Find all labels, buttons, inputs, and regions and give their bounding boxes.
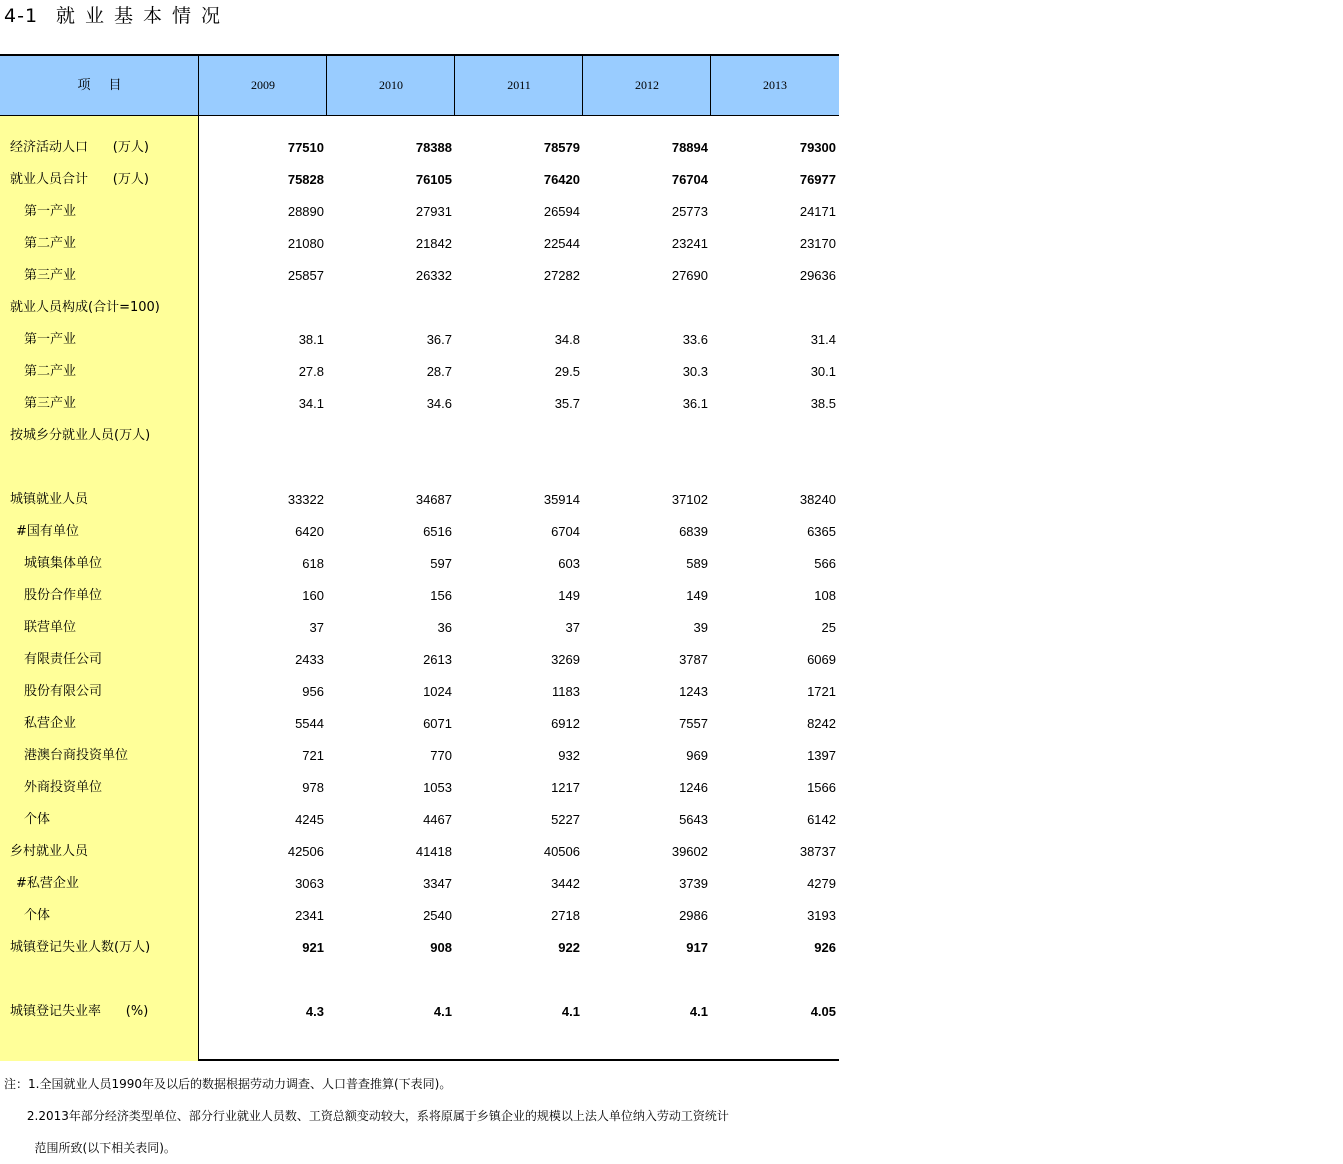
value-cell-2009: 25857 [287, 268, 324, 283]
footnote-2: 2.2013年部分经济类型单位、部分行业就业人员数、工资总额变动较大，系将原属于乡镇企业的规模以上法人单位纳入劳动工资统计 [4, 1109, 729, 1123]
row-label: 乡村就业人员 [10, 844, 89, 859]
value-cell-2010: 156 [430, 588, 452, 603]
table-title [4, 2, 230, 30]
value-cell-2013: 25 [821, 620, 836, 635]
value-cell-2012: 36.1 [682, 396, 708, 411]
row-label: #私营企业 [16, 876, 79, 891]
table-row [0, 612, 839, 644]
table-row [0, 676, 839, 708]
table-row [0, 228, 839, 260]
value-cell-2012: 1243 [679, 684, 708, 699]
value-cell-2012: 39 [693, 620, 708, 635]
table-row [0, 516, 839, 548]
header-year-2010: 2010 [326, 56, 455, 115]
value-cell-2009: 721 [302, 748, 324, 763]
value-cell-2013: 926 [814, 940, 836, 955]
value-cell-2011: 78579 [543, 140, 580, 155]
value-cell-2010: 36 [437, 620, 452, 635]
row-label: 第一产业 [24, 204, 77, 219]
value-cell-2013: 3193 [807, 908, 836, 923]
value-cell-2013: 29636 [799, 268, 836, 283]
value-cell-2009: 2341 [295, 908, 324, 923]
value-cell-2013: 76977 [799, 172, 836, 187]
value-cell-2011: 22544 [543, 236, 580, 251]
row-label: 第二产业 [24, 236, 77, 251]
row-label: 股份合作单位 [24, 588, 103, 603]
value-cell-2009: 21080 [287, 236, 324, 251]
value-cell-2013: 30.1 [810, 364, 836, 379]
row-label: 港澳台商投资单位 [24, 748, 129, 763]
value-cell-2012: 3739 [679, 876, 708, 891]
row-label: #国有单位 [16, 524, 79, 539]
value-cell-2013: 1397 [807, 748, 836, 763]
value-cell-2009: 34.1 [298, 396, 324, 411]
row-label: 按城乡分就业人员(万人) [10, 428, 151, 443]
row-label: 个体 [24, 812, 51, 827]
value-cell-2012: 1246 [679, 780, 708, 795]
value-cell-2013: 6142 [807, 812, 836, 827]
value-cell-2012: 33.6 [682, 332, 708, 347]
value-cell-2011: 1183 [552, 684, 580, 699]
row-label: 有限责任公司 [24, 652, 103, 667]
value-cell-2011: 6704 [551, 524, 580, 539]
table-row [0, 356, 839, 388]
value-cell-2012: 6839 [679, 524, 708, 539]
value-cell-2010: 26332 [415, 268, 452, 283]
value-cell-2012: 917 [686, 940, 708, 955]
row-label: 私营企业 [24, 716, 77, 731]
value-cell-2010: 4.1 [433, 1004, 452, 1019]
value-cell-2010: 2540 [423, 908, 452, 923]
value-cell-2010: 597 [430, 556, 452, 571]
value-cell-2011: 6912 [551, 716, 580, 731]
row-label: 城镇就业人员 [10, 492, 89, 507]
value-cell-2013: 38240 [799, 492, 836, 507]
value-cell-2011: 3442 [551, 876, 580, 891]
value-cell-2011: 149 [558, 588, 580, 603]
value-cell-2011: 76420 [543, 172, 580, 187]
value-cell-2011: 1217 [551, 780, 580, 795]
table-row [0, 132, 839, 164]
value-cell-2010: 2613 [423, 652, 452, 667]
value-cell-2011: 27282 [543, 268, 580, 283]
row-label: 联营单位 [24, 620, 77, 635]
table-row [0, 420, 839, 452]
row-label: 第三产业 [24, 396, 77, 411]
row-label: 经济活动人口 (万人) [10, 140, 149, 155]
value-cell-2010: 770 [430, 748, 452, 763]
value-cell-2013: 566 [814, 556, 836, 571]
value-cell-2013: 23170 [799, 236, 836, 251]
table-row [0, 932, 839, 964]
value-cell-2009: 42506 [287, 844, 324, 859]
value-cell-2011: 35914 [543, 492, 580, 507]
footnotes [4, 1068, 729, 1164]
value-cell-2010: 36.7 [426, 332, 452, 347]
header-year-2011: 2011 [454, 56, 583, 115]
value-cell-2012: 589 [686, 556, 708, 571]
value-cell-2012: 4.1 [689, 1004, 708, 1019]
value-cell-2012: 30.3 [682, 364, 708, 379]
header-year-2009: 2009 [198, 56, 327, 115]
value-cell-2013: 4279 [807, 876, 836, 891]
value-cell-2012: 23241 [671, 236, 708, 251]
row-label: 第三产业 [24, 268, 77, 283]
table-name: 就业基本情况 [56, 5, 231, 27]
header-year-2012: 2012 [582, 56, 711, 115]
table-row [0, 260, 839, 292]
value-cell-2011: 4.1 [561, 1004, 580, 1019]
table-row [0, 836, 839, 868]
value-cell-2011: 932 [558, 748, 580, 763]
table-row [0, 580, 839, 612]
value-cell-2011: 5227 [551, 812, 580, 827]
value-cell-2013: 24171 [799, 204, 836, 219]
value-cell-2009: 4245 [295, 812, 324, 827]
table-number: 4-1 [4, 5, 39, 27]
value-cell-2013: 38.5 [810, 396, 836, 411]
value-cell-2013: 8242 [807, 716, 836, 731]
row-label: 就业人员构成(合计=100) [10, 300, 160, 315]
row-label: 城镇集体单位 [24, 556, 103, 571]
value-cell-2009: 77510 [287, 140, 324, 155]
value-cell-2009: 2433 [295, 652, 324, 667]
value-cell-2009: 4.3 [305, 1004, 324, 1019]
value-cell-2012: 37102 [671, 492, 708, 507]
footnote-3: 范围所致(以下相关表同)。 [4, 1141, 176, 1155]
value-cell-2009: 33322 [287, 492, 324, 507]
table-row [0, 900, 839, 932]
value-cell-2010: 41418 [415, 844, 452, 859]
table-row [0, 708, 839, 740]
row-label: 第二产业 [24, 364, 77, 379]
table-row [0, 548, 839, 580]
value-cell-2011: 603 [558, 556, 580, 571]
value-cell-2009: 921 [302, 940, 324, 955]
value-cell-2009: 38.1 [298, 332, 324, 347]
value-cell-2010: 6071 [423, 716, 452, 731]
value-cell-2011: 26594 [543, 204, 580, 219]
header-year-2013: 2013 [710, 56, 839, 115]
value-cell-2013: 79300 [799, 140, 836, 155]
value-cell-2010: 1053 [423, 780, 452, 795]
value-cell-2009: 6420 [295, 524, 324, 539]
table-row [0, 740, 839, 772]
value-cell-2011: 35.7 [554, 396, 580, 411]
value-cell-2009: 28890 [287, 204, 324, 219]
value-cell-2010: 4467 [423, 812, 452, 827]
value-cell-2011: 2718 [551, 908, 580, 923]
value-cell-2009: 618 [302, 556, 324, 571]
value-cell-2012: 969 [686, 748, 708, 763]
value-cell-2012: 3787 [679, 652, 708, 667]
value-cell-2010: 908 [430, 940, 452, 955]
value-cell-2012: 39602 [671, 844, 708, 859]
value-cell-2013: 4.05 [810, 1004, 836, 1019]
employment-table [0, 54, 839, 1061]
value-cell-2011: 37 [565, 620, 580, 635]
value-cell-2009: 3063 [295, 876, 324, 891]
value-cell-2013: 108 [814, 588, 836, 603]
table-row [0, 996, 839, 1028]
table-row [0, 324, 839, 356]
table-row [0, 164, 839, 196]
table-row [0, 644, 839, 676]
value-cell-2010: 28.7 [426, 364, 452, 379]
table-row [0, 196, 839, 228]
value-cell-2013: 1721 [807, 684, 836, 699]
value-cell-2010: 34.6 [426, 396, 452, 411]
value-cell-2013: 31.4 [810, 332, 836, 347]
header-item: 项目 [77, 78, 140, 93]
row-label: 城镇登记失业人数(万人) [10, 940, 151, 955]
value-cell-2011: 922 [558, 940, 580, 955]
table-row [0, 292, 839, 324]
value-cell-2009: 978 [302, 780, 324, 795]
value-cell-2011: 3269 [551, 652, 580, 667]
value-cell-2011: 40506 [543, 844, 580, 859]
value-cell-2012: 76704 [671, 172, 708, 187]
value-cell-2010: 6516 [423, 524, 452, 539]
value-cell-2010: 34687 [415, 492, 452, 507]
value-cell-2010: 3347 [423, 876, 452, 891]
value-cell-2012: 2986 [679, 908, 708, 923]
value-cell-2013: 6365 [807, 524, 836, 539]
value-cell-2010: 76105 [415, 172, 452, 187]
value-cell-2012: 5643 [679, 812, 708, 827]
value-cell-2012: 25773 [671, 204, 708, 219]
value-cell-2012: 27690 [671, 268, 708, 283]
value-cell-2009: 5544 [295, 716, 324, 731]
table-row [0, 868, 839, 900]
row-label: 外商投资单位 [24, 780, 103, 795]
row-label: 股份有限公司 [24, 684, 103, 699]
table-row [0, 804, 839, 836]
value-cell-2009: 160 [302, 588, 324, 603]
row-label: 就业人员合计 (万人) [10, 172, 149, 187]
value-cell-2009: 37 [309, 620, 324, 635]
table-row [0, 388, 839, 420]
value-cell-2009: 27.8 [298, 364, 324, 379]
table-header [0, 56, 839, 116]
footnote-1: 注：1.全国就业人员1990年及以后的数据根据劳动力调查、人口普查推算(下表同)。 [4, 1077, 452, 1091]
value-cell-2012: 149 [686, 588, 708, 603]
value-cell-2009: 75828 [287, 172, 324, 187]
value-cell-2010: 1024 [423, 684, 452, 699]
value-cell-2009: 956 [302, 684, 324, 699]
value-cell-2012: 7557 [679, 716, 708, 731]
row-label: 个体 [24, 908, 51, 923]
value-cell-2011: 34.8 [554, 332, 580, 347]
value-cell-2010: 78388 [415, 140, 452, 155]
value-cell-2010: 21842 [415, 236, 452, 251]
value-cell-2011: 29.5 [554, 364, 580, 379]
row-label: 第一产业 [24, 332, 77, 347]
row-label: 城镇登记失业率 (%) [10, 1004, 149, 1019]
value-cell-2013: 1566 [807, 780, 836, 795]
value-cell-2013: 6069 [807, 652, 836, 667]
value-cell-2012: 78894 [671, 140, 708, 155]
value-cell-2013: 38737 [799, 844, 836, 859]
value-cell-2010: 27931 [415, 204, 452, 219]
table-row [0, 772, 839, 804]
table-row [0, 484, 839, 516]
